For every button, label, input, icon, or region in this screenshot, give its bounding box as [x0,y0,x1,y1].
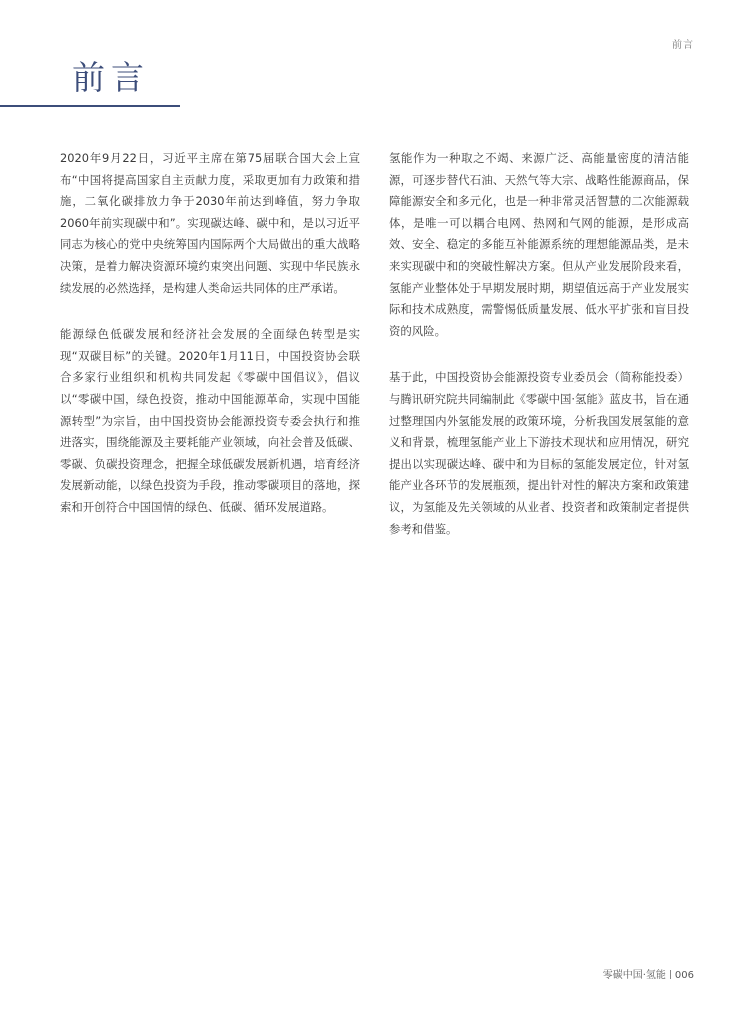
paragraph: 能源绿色低碳发展和经济社会发展的全面绿色转型是实现“双碳目标”的关键。2020年1月11日，中国投资协会联合多家行业组织和机构共同发起《零碳中国倡议》，倡议以“零碳中国，绿色投资，推动中国能源革命，实现中国能源转型”为宗旨，由中国投资协会能源投资专委会执行和推进落实，围绕能源及主要耗能产业领域，向社会普及低碳、零碳、负碳投资理念，把握全球低碳发展新机遇，培育经济发展新动能，以绿色投资为手段，推动零碳项目的落地，探索和开创符合中国国情的绿色、低碳、循环发展道路。 [60,327,360,514]
title-underline [0,105,180,107]
page-number: 006 [674,970,694,981]
paragraph: 氢能作为一种取之不竭、来源广泛、高能量密度的清洁能源，可逐步替代石油、天然气等大宗、战略性能源商品，保障能源安全和多元化，也是一种非常灵活智慧的二次能源载体，是唯一可以耦合电网、热网和气网的能源，是形成高效、安全、稳定的多能互补能源系统的理想能源品类，是未来实现碳中和的突破性解决方案。但从产业发展阶段来看，氢能产业整体处于早期发展时期，期望值远高于产业发展实际和技术成熟度，需警惕低质量发展、低水平扩张和盲目投资的风险。 [389,151,689,338]
page-footer [603,966,694,981]
paragraph: 2020年9月22日，习近平主席在第75届联合国大会上宣布“中国将提高国家自主贡献力度，采取更加有力政策和措施，二氧化碳排放力争于2030年前达到峰值，努力争取2060年前实现碳中和”。实现碳达峰、碳中和，是以习近平同志为核心的党中央统筹国内国际两个大局做出的重大战略决策，是着力解决资源环境约束突出问题、实现中华民族永续发展的必然选择，是构建人类命运共同体的庄严承诺。 [60,151,360,295]
running-header: 前言 [672,40,694,51]
footer-publication: 零碳中国·氢能 [602,970,666,981]
footer-divider [670,970,671,979]
title-block [0,58,180,110]
paragraph: 基于此，中国投资协会能源投资专业委员会（简称能投委）与腾讯研究院共同编制此《零碳中国·氢能》蓝皮书，旨在通过整理国内外氢能发展的政策环境，分析我国发展氢能的意义和背景，梳理氢能产业上下游技术现状和应用情况，研究提出以实现碳达峰、碳中和为目标的氢能发展定位，针对氢能产业各环节的发展瓶颈，提出针对性的解决方案和政策建议，为氢能及先关领域的从业者、投资者和政策制定者提供参考和借鉴。 [389,370,689,536]
page-title: 前言 [72,58,150,97]
left-column [60,148,360,544]
right-column [389,148,689,565]
